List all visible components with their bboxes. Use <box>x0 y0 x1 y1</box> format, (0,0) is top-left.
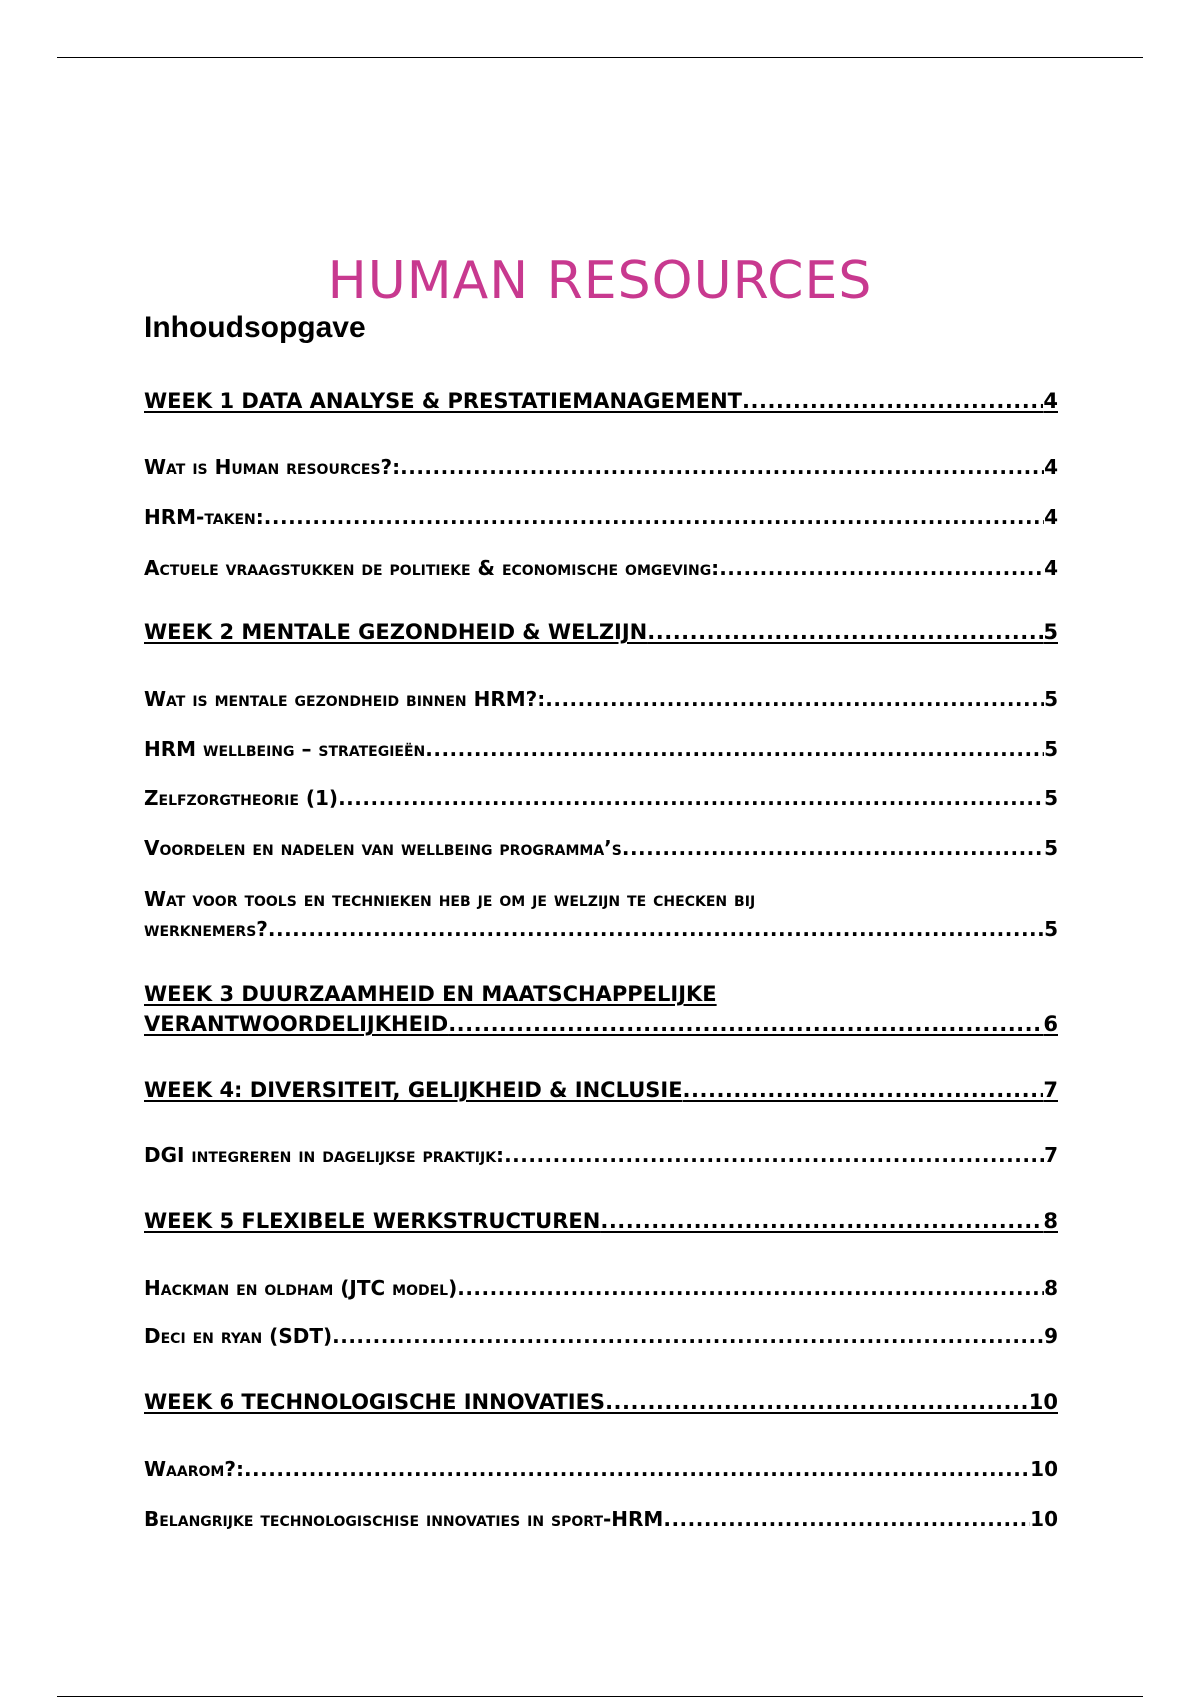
document-title: HUMAN RESOURCES <box>327 250 873 311</box>
toc-entry-week-4[interactable] <box>144 1075 1058 1105</box>
toc-entry-page: 6 <box>1043 1012 1058 1036</box>
toc-entry-page: 5 <box>1044 917 1058 941</box>
toc-entry-technologische-innovaties[interactable] <box>144 1504 1058 1534</box>
toc-entry-title: Voordelen en nadelen van wellbeing programma’s <box>144 836 622 860</box>
toc-leader-dots <box>244 1454 1030 1484</box>
toc-leader-dots <box>600 1206 1043 1236</box>
toc-entry-title: Belangrijke technologischise innovaties in sport-HRM <box>144 1507 664 1531</box>
toc-entry-title-line-1: Wat voor tools en technieken heb je om je welzijn te checken bij <box>144 887 756 911</box>
toc-entry-title-line-2: VERANTWOORDELIJKHEID <box>144 1012 449 1036</box>
toc-entry-page: 7 <box>1043 1078 1058 1102</box>
toc-heading: Inhoudsopgave <box>144 311 366 344</box>
toc-leader-dots <box>268 914 1044 944</box>
toc-entry-title: DGI integreren in dagelijkse praktijk: <box>144 1143 505 1167</box>
toc-entry-title: WEEK 6 TECHNOLOGISCHE INNOVATIES <box>144 1390 606 1414</box>
toc-entry-title: HRM wellbeing – strategieën <box>144 737 426 761</box>
toc-entry-wat-is-hr[interactable] <box>144 452 1058 482</box>
toc-entry-page: 4 <box>1043 389 1058 413</box>
toc-entry-title: Wat is mentale gezondheid binnen HRM?: <box>144 687 546 711</box>
toc-leader-dots <box>338 783 1044 813</box>
toc-entry-page: 5 <box>1044 687 1058 711</box>
toc-leader-dots <box>264 502 1044 532</box>
toc-entry-title: Waarom?: <box>144 1457 244 1481</box>
toc-entry-zelfzorgtheorie[interactable] <box>144 783 1058 813</box>
toc-entry-week-6[interactable] <box>144 1387 1058 1417</box>
toc-entry-actuele-vraagstukken[interactable] <box>144 553 1058 583</box>
toc-leader-dots <box>545 684 1044 714</box>
toc-entry-page: 10 <box>1030 1507 1058 1531</box>
toc-leader-dots <box>504 1140 1044 1170</box>
toc-entry-title: Hackman en oldham (JTC model) <box>144 1276 458 1300</box>
toc-entry-page: 4 <box>1044 556 1058 580</box>
toc-entry-week-3[interactable] <box>144 979 1058 1039</box>
toc-leader-dots <box>647 617 1043 647</box>
toc-entry-page: 8 <box>1044 1276 1058 1300</box>
toc-entry-deci-ryan[interactable] <box>144 1321 1058 1351</box>
toc-leader-dots <box>742 386 1043 416</box>
toc-entry-page: 4 <box>1044 505 1058 529</box>
toc-leader-dots <box>719 553 1044 583</box>
toc-entry-title: Actuele vraagstukken de politieke & economische omgeving: <box>144 556 720 580</box>
footer-rule <box>57 1696 1143 1697</box>
toc-leader-dots <box>457 1273 1044 1303</box>
toc-entry-hrm-taken[interactable] <box>144 502 1058 532</box>
toc-leader-dots <box>425 734 1044 764</box>
toc-entry-title: WEEK 4: DIVERSITEIT, GELIJKHEID & INCLUSIE <box>144 1078 683 1102</box>
toc-entry-title: Wat is Human resources?: <box>144 455 401 479</box>
toc-entry-title: HRM-taken: <box>144 505 264 529</box>
toc-entry-week-5[interactable] <box>144 1206 1058 1236</box>
toc-entry-title: WEEK 1 DATA ANALYSE & PRESTATIEMANAGEMENT <box>144 389 743 413</box>
toc-leader-dots <box>683 1075 1044 1105</box>
toc-entry-page: 9 <box>1044 1324 1058 1348</box>
toc-entry-page: 10 <box>1028 1390 1058 1414</box>
toc-leader-dots <box>332 1321 1044 1351</box>
toc-leader-dots <box>663 1504 1030 1534</box>
toc-entry-mentale-gezondheid[interactable] <box>144 684 1058 714</box>
toc-entry-title: WEEK 2 MENTALE GEZONDHEID & WELZIJN <box>144 620 648 644</box>
toc-leader-dots <box>605 1387 1029 1417</box>
toc-entry-page: 5 <box>1044 836 1058 860</box>
toc-entry-waarom[interactable] <box>144 1454 1058 1484</box>
toc-entry-page: 5 <box>1044 786 1058 810</box>
toc-entry-title-line-1: WEEK 3 DUURZAAMHEID EN MAATSCHAPPELIJKE <box>144 982 717 1006</box>
toc-entry-page: 4 <box>1044 455 1058 479</box>
toc-entry-week-2[interactable] <box>144 617 1058 647</box>
toc-leader-dots <box>400 452 1044 482</box>
toc-entry-page: 10 <box>1030 1457 1058 1481</box>
toc-entry-page: 5 <box>1044 737 1058 761</box>
header-rule <box>57 57 1143 58</box>
toc-entry-hrm-wellbeing[interactable] <box>144 734 1058 764</box>
toc-leader-dots <box>622 833 1044 863</box>
toc-entry-title: WEEK 5 FLEXIBELE WERKSTRUCTUREN <box>144 1209 601 1233</box>
toc-entry-week-1[interactable] <box>144 386 1058 416</box>
toc-entry-dgi-integreren[interactable] <box>144 1140 1058 1170</box>
toc-entry-hackman-oldham[interactable] <box>144 1273 1058 1303</box>
toc-entry-page: 5 <box>1043 620 1058 644</box>
toc-entry-continuation <box>144 1009 1058 1039</box>
toc-entry-continuation <box>144 914 1058 944</box>
toc-leader-dots <box>448 1009 1043 1039</box>
toc-entry-voordelen-nadelen[interactable] <box>144 833 1058 863</box>
toc-entry-page: 7 <box>1044 1143 1058 1167</box>
toc-entry-title-line-2: werknemers? <box>144 917 268 941</box>
toc-entry-page: 8 <box>1043 1209 1058 1233</box>
toc-entry-title: Zelfzorgtheorie (1) <box>144 786 339 810</box>
toc-entry-tools-technieken[interactable] <box>144 884 1058 944</box>
toc-entry-title: Deci en ryan (SDT) <box>144 1324 333 1348</box>
